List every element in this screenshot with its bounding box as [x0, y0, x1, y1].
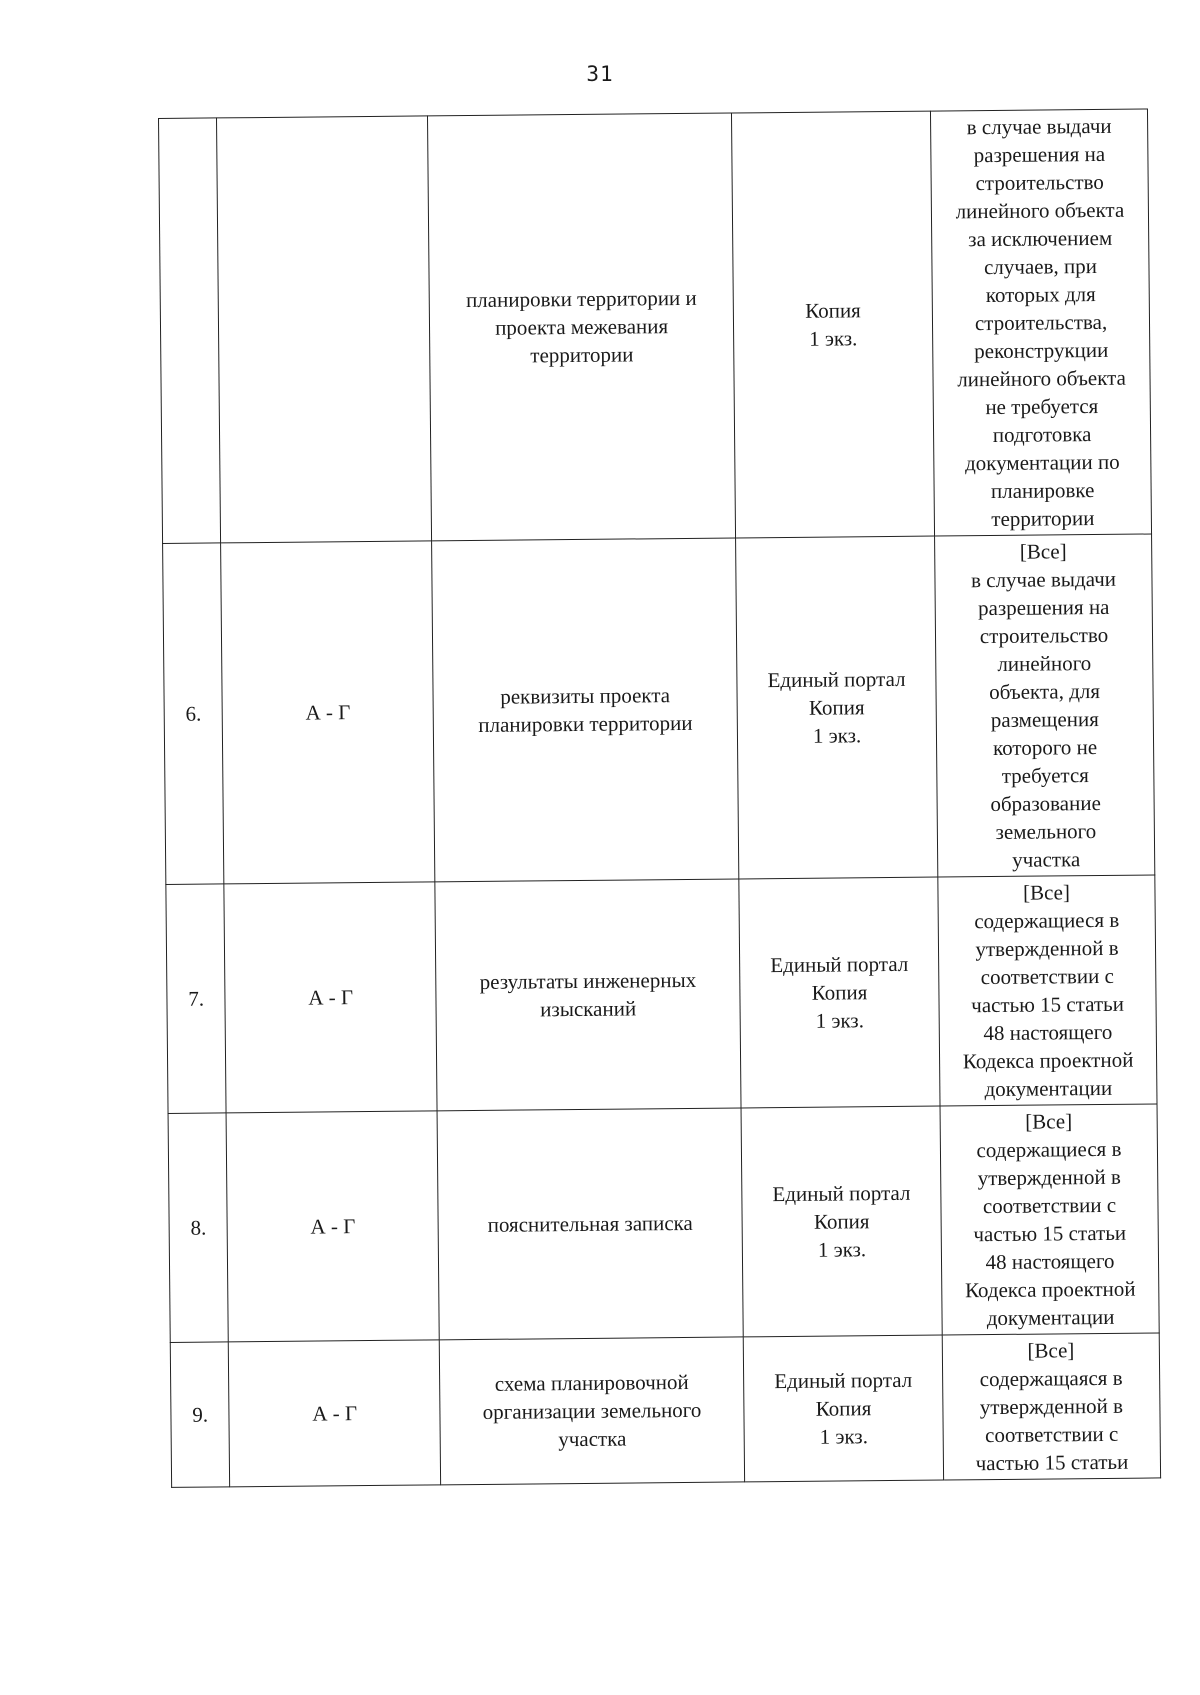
condition-line: размещения	[990, 706, 1099, 733]
condition-line: содержащаяся в	[979, 1365, 1123, 1392]
condition-line: утвержденной в	[979, 1393, 1124, 1420]
document-form-line: 1 экз.	[809, 326, 858, 351]
documents-table-body	[159, 109, 1161, 1487]
document-name-cell	[437, 1108, 743, 1340]
condition-line: 48 настоящего	[985, 1248, 1115, 1275]
document-form-line: Копия	[813, 1209, 870, 1234]
page-number: 31	[586, 62, 614, 86]
table-row	[170, 1333, 1160, 1487]
condition-line: разрешения на	[973, 141, 1106, 168]
row-number-cell: 7.	[166, 884, 227, 1114]
condition-line: [Все]	[1022, 880, 1071, 905]
condition-line: линейного	[997, 651, 1092, 676]
applicant-category-cell: А - Г	[229, 1340, 441, 1487]
condition-cell	[940, 1104, 1159, 1335]
document-name-cell	[428, 113, 736, 541]
document-name-line: проекта межевания	[495, 314, 669, 340]
condition-line: планировке	[990, 478, 1095, 504]
document-name-line: участка	[558, 1426, 627, 1452]
condition-line: Кодекса проектной	[962, 1047, 1134, 1074]
applicant-category-cell: А - Г	[227, 1111, 440, 1342]
document-form-cell	[739, 877, 940, 1108]
document-form-line: Единый портал	[774, 1367, 913, 1394]
condition-line: линейного объекта	[957, 365, 1126, 392]
condition-line: содержащиеся в	[974, 907, 1120, 934]
document-name-line: пояснительная записка	[487, 1210, 693, 1237]
document-name-line: схема планировочной	[494, 1369, 689, 1396]
document-form-line: 1 экз.	[817, 1237, 867, 1262]
documents-table	[158, 108, 1161, 1487]
document-form-line: 1 экз.	[819, 1424, 869, 1449]
condition-line: требуется	[1001, 763, 1090, 788]
condition-line: которых для	[985, 282, 1096, 308]
document-name-line: результаты инженерных	[479, 967, 697, 994]
condition-cell	[931, 109, 1152, 536]
document-form-line: Единый портал	[770, 951, 909, 978]
condition-line: соответствии с	[980, 963, 1115, 990]
table-row	[163, 534, 1155, 884]
condition-line: строительства,	[974, 309, 1108, 336]
row-number-cell: 9.	[170, 1342, 230, 1488]
document-form-line: Единый портал	[772, 1180, 911, 1207]
condition-line: документации по	[964, 449, 1120, 476]
applicant-category-cell: А - Г	[221, 541, 435, 884]
condition-line: земельного	[995, 819, 1097, 844]
condition-line: случаев, при	[983, 253, 1098, 280]
document-form-line: Копия	[811, 980, 868, 1005]
condition-line: соответствии с	[984, 1421, 1119, 1448]
condition-line: соответствии с	[982, 1192, 1117, 1219]
condition-line: реконструкции	[974, 337, 1109, 364]
applicant-category-cell	[217, 116, 432, 543]
table-row	[168, 1104, 1159, 1342]
condition-line: Кодекса проектной	[964, 1276, 1136, 1303]
document-name-line: реквизиты проекта	[500, 683, 671, 709]
document-name-cell	[435, 879, 741, 1111]
document-name-cell	[439, 1337, 745, 1485]
table-row	[159, 109, 1152, 543]
condition-line: за исключением	[968, 225, 1113, 252]
condition-cell	[942, 1333, 1160, 1480]
condition-line: территории	[991, 506, 1095, 532]
document-name-line: планировки территории	[478, 710, 693, 737]
table-row	[166, 875, 1157, 1113]
condition-line: разрешения на	[977, 594, 1110, 621]
row-number-cell	[159, 118, 222, 544]
row-number-cell: 6.	[163, 543, 225, 885]
condition-line: [Все]	[1025, 1109, 1073, 1134]
condition-line: которого не	[992, 735, 1098, 761]
condition-line: [Все]	[1027, 1338, 1075, 1363]
document-form-cell	[741, 1106, 942, 1337]
condition-line: участка	[1012, 847, 1081, 872]
row-number-cell: 8.	[168, 1113, 229, 1343]
document-name-cell	[432, 538, 739, 882]
condition-line: частью 15 статьи	[971, 991, 1125, 1018]
document-form-line: 1 экз.	[812, 723, 862, 748]
document-form-line: Копия	[808, 695, 865, 720]
document-form-line: Единый портал	[767, 666, 906, 693]
condition-line: частью 15 статьи	[975, 1449, 1129, 1476]
condition-line: не требуется	[985, 393, 1099, 420]
document-name-line: территории	[530, 342, 634, 368]
document-form-line: Копия	[815, 1396, 872, 1421]
document-name-line: организации земельного	[482, 1397, 702, 1424]
condition-line: образование	[990, 790, 1101, 817]
condition-line: строительство	[975, 169, 1104, 196]
condition-line: строительство	[979, 622, 1109, 649]
condition-line: 48 настоящего	[983, 1019, 1113, 1046]
condition-line: частью 15 статьи	[973, 1220, 1127, 1247]
document-name-line: планировки территории и	[465, 285, 697, 313]
condition-line: [Все]	[1019, 539, 1067, 564]
condition-line: документации	[986, 1304, 1115, 1331]
document-form-cell	[736, 536, 938, 879]
condition-line: содержащиеся в	[976, 1136, 1122, 1163]
condition-line: документации	[984, 1075, 1113, 1102]
condition-line: объекта, для	[989, 678, 1101, 705]
document-form-cell	[732, 111, 935, 538]
condition-line: утвержденной в	[977, 1164, 1121, 1191]
applicant-category-cell: А - Г	[224, 882, 437, 1113]
condition-cell	[935, 534, 1155, 877]
document-form-cell	[743, 1335, 943, 1482]
condition-line: утвержденной в	[975, 935, 1119, 962]
condition-cell	[938, 875, 1157, 1106]
condition-line: в случае выдачи	[970, 566, 1117, 593]
document-form-line: Копия	[805, 298, 861, 323]
condition-line: подготовка	[992, 422, 1092, 448]
condition-line: линейного объекта	[955, 197, 1125, 224]
document-form-line: 1 экз.	[815, 1008, 865, 1033]
condition-line: в случае выдачи	[966, 113, 1112, 140]
document-name-line: изысканий	[540, 996, 637, 1022]
